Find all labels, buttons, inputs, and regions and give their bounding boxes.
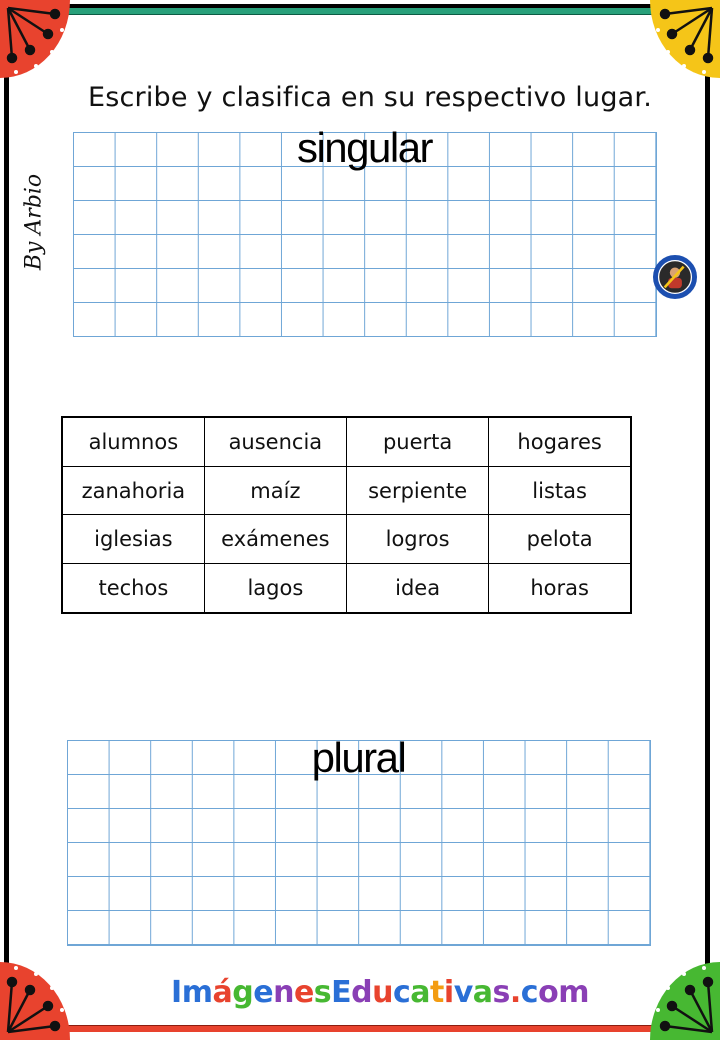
corner-decoration-top-right <box>650 0 720 78</box>
site-letter: e <box>293 975 314 1010</box>
word-cell: zanahoria <box>62 466 204 515</box>
site-letter: s <box>313 975 332 1010</box>
site-letter: i <box>443 975 454 1010</box>
site-letter: a <box>472 975 493 1010</box>
word-cell: hogares <box>489 417 631 466</box>
author-logo-icon <box>653 255 697 299</box>
site-letter: t <box>430 975 444 1010</box>
word-cell: serpiente <box>347 466 489 515</box>
word-cell: iglesias <box>62 515 204 564</box>
word-cell: alumnos <box>62 417 204 466</box>
word-cell: horas <box>489 563 631 613</box>
site-letter: v <box>453 975 473 1010</box>
site-letter: . <box>509 975 521 1010</box>
table-row <box>62 466 631 515</box>
corner-decoration-top-left <box>0 0 70 78</box>
site-letter: d <box>351 975 373 1010</box>
table-row <box>62 563 631 613</box>
byline-signature: By Arbio <box>21 173 47 271</box>
word-cell: logros <box>347 515 489 564</box>
word-cell: exámenes <box>204 515 346 564</box>
singular-writing-grid[interactable] <box>73 124 657 337</box>
top-stripe <box>60 8 660 15</box>
table-row <box>62 515 631 564</box>
site-letter: u <box>372 975 393 1010</box>
site-letter: á <box>212 975 233 1010</box>
site-letter: m <box>181 975 213 1010</box>
site-watermark <box>0 975 720 1010</box>
word-cell: listas <box>489 466 631 515</box>
word-cell: puerta <box>347 417 489 466</box>
site-letter: o <box>538 975 559 1010</box>
word-cell: ausencia <box>204 417 346 466</box>
site-letter: g <box>232 975 254 1010</box>
word-cell: idea <box>347 563 489 613</box>
site-letter: n <box>273 975 294 1010</box>
word-cell: pelota <box>489 515 631 564</box>
site-letter: m <box>558 975 589 1010</box>
word-cell: maíz <box>204 466 346 515</box>
table-row <box>62 417 631 466</box>
word-bank-table <box>61 416 632 614</box>
site-letter: a <box>410 975 431 1010</box>
plural-title: plural <box>311 734 406 781</box>
site-letter: c <box>393 975 411 1010</box>
site-letter: e <box>253 975 274 1010</box>
word-cell: techos <box>62 563 204 613</box>
bottom-stripe <box>60 1025 660 1032</box>
singular-title: singular <box>296 124 433 171</box>
instruction-text: Escribe y clasifica en su respectivo lugar. <box>87 82 653 113</box>
site-letter: I <box>171 975 182 1010</box>
plural-writing-grid[interactable] <box>67 734 651 946</box>
site-letter: s <box>492 975 510 1010</box>
site-letter: c <box>520 975 539 1010</box>
word-cell: lagos <box>204 563 346 613</box>
site-letter: E <box>331 975 352 1010</box>
